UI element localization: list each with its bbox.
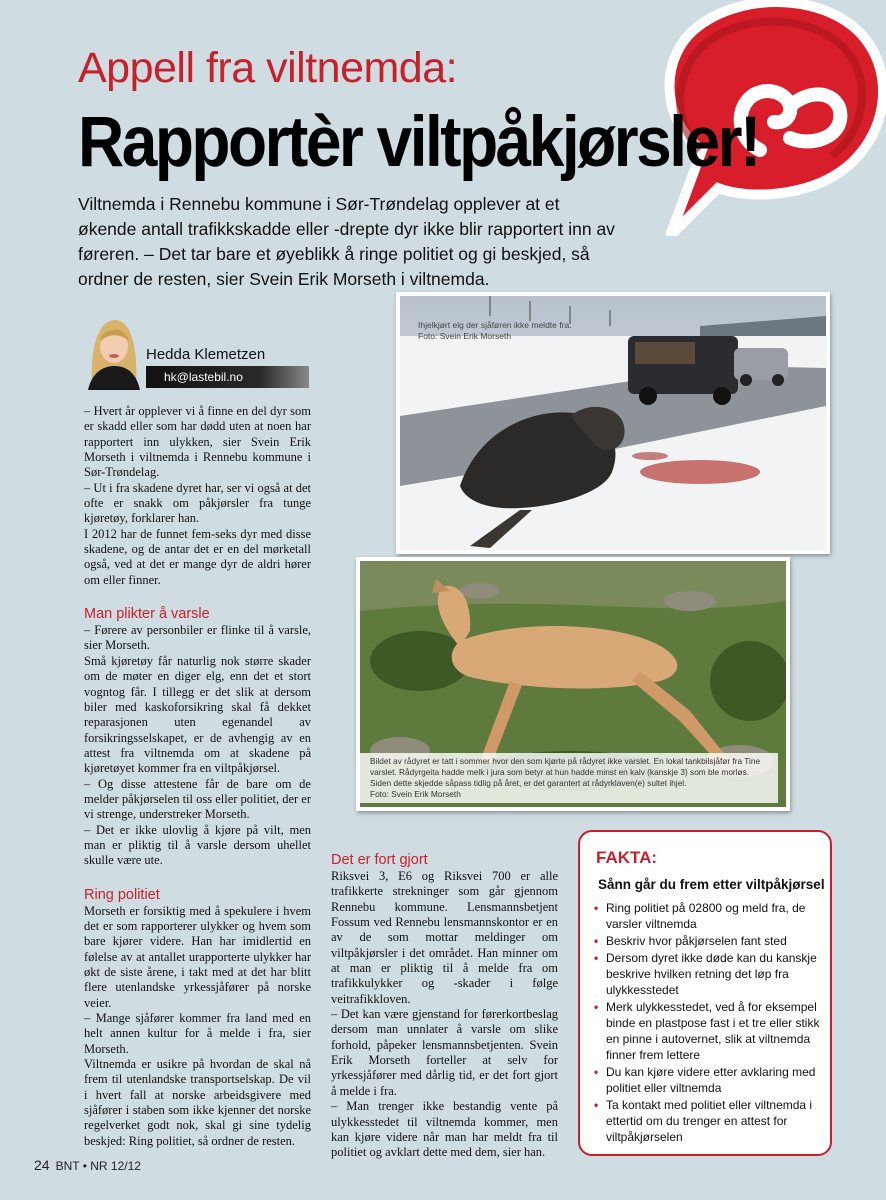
facts-item: • Ring politiet på 02800 og meld fra, de varsler viltnemda	[594, 901, 806, 931]
facts-item: • Ta kontakt med politiet eller viltnemda i ettertid om du trenger en attest for viltpåkjørselen	[594, 1098, 813, 1144]
subheading-ring-politiet: Ring politiet	[84, 886, 160, 903]
facts-item: • Dersom dyret ikke døde kan du kanskje beskrive hvilken retning det løp fra ulykkesstedet	[594, 951, 817, 997]
paragraph: Morseth er forsiktig med å spekulere i hvem det er som rapporterer ulykker og hvem som bare kjører videre. Han har imidlertid en følelse av at antallet urapporterte ulykker har økt de siste årene, i takt med at det har blitt flere utenlandske yrkessjåfører på norske veier.	[84, 903, 311, 1010]
bullet-icon: •	[594, 1000, 599, 1014]
author-name: Hedda Klemetzen	[146, 346, 266, 363]
article-column-1	[84, 404, 311, 1149]
facts-item: • Beskriv hvor påkjørselen fant sted	[594, 934, 787, 948]
article-column-2	[331, 852, 558, 1161]
facts-item: • Du kan kjøre videre etter avklaring med politiet eller viltnemda	[594, 1065, 816, 1095]
paragraph: I 2012 har de funnet fem-seks dyr med disse skadene, og de antar det er en del mørketall også, ved at det er mange dyr de aldri hører om eller finner.	[84, 526, 311, 587]
article-headline: Rapportèr viltpåkjørsler!	[78, 101, 759, 182]
paragraph: Viltnemda er usikre på hvordan de skal nå frem til utenlandske transportselskap. De vil i hvert fall at norske arbeidsgivere med sjåfører i staben som ikke kjenner det norske regelverket godt nok, skal gi sine tydelig beskjed: Ring politiet, så ordner de resten.	[84, 1057, 311, 1148]
facts-subtitle: Sånn går du frem etter viltpåkjørsel	[598, 877, 825, 892]
photo-moose-caption: Ihjelkjørt elg der sjåføren ikke meldte fra. Foto: Svein Erik Morseth	[418, 320, 572, 341]
bullet-icon: •	[594, 951, 599, 965]
bullet-icon: •	[594, 901, 599, 915]
article-kicker: Appell fra viltnemda:	[78, 44, 458, 92]
paragraph: – Ut i fra skadene dyret har, ser vi også at det ofte er snakk om påkjørsler fra tunge kjøretøy, forklarer han.	[84, 480, 311, 526]
article-ingress: Viltnemda i Rennebu kommune i Sør-Trøndelag opplever at et økende antall trafikkskadde eller -drepte dyr ikke blir rapportert inn av føreren. – Det tar bare et øyeblikk å ringe politiet og gi beskjed, så ordner de resten, sier Svein Erik Morseth i viltnemda.	[78, 194, 615, 289]
photo-moose	[396, 292, 830, 554]
photo-deer-caption: Bildet av rådyret er tatt i sommer hvor den som kjørte på rådyret ikke varslet. En lokal tankbilsjåfør fra Tine varslet. Rådyrgeita hadde melk i jura som betyr at hun hadde minst en kalv (kanskje 3) som ble morløs. Siden dette skjedde såpass tidlig på året, er det garantert at rådyrklaven(e) sultet ihjel. Foto: Svein Erik Morseth	[360, 753, 778, 803]
paragraph: – Det kan være gjenstand for førerkortbeslag dersom man unnlater å varsle om slike forhold, påpeker lensmannsbetjenten. Svein Erik Morseth forteller at selv for yrkessjåfører med dårlig tid, er det fort gjort å melde i fra.	[331, 1007, 558, 1098]
subheading-fort-gjort: Det er fort gjort	[331, 852, 428, 868]
bullet-icon: •	[594, 934, 599, 948]
paragraph: – Mange sjåfører kommer fra land med en helt annen kultur for å melde i fra, sier Morseth.	[84, 1011, 311, 1056]
page-footer	[34, 1157, 141, 1173]
paragraph: – Og disse attestene får de bare om de melder påkjørselen til oss eller politiet, der er vi strenge, understreker Morseth.	[84, 776, 312, 822]
photo-deer	[356, 557, 790, 811]
paragraph: Små kjøretøy får naturlig nok større skader om de møter en diger elg, enn det et stort vogntog får. I tillegg er det slik at dersom biler med kaskoforsikring skal få dekket reparasjonen uten egenandel av forsikringsselskapet, er de avhengig av en attest fra viltnemda om at skadene på kjøretøyet kommer fra en viltpåkjørsel.	[84, 653, 311, 776]
paragraph: – Førere av personbiler er flinke til å varsle, sier Morseth.	[84, 623, 311, 653]
paragraph: – Hvert år opplever vi å finne en del dyr som er skadd eller som har dødd uten at noen har rapportert inn ulykken, sier Svein Erik Morseth i viltnemda i Rennebu kommune i Sør-Trøndelag.	[84, 404, 311, 480]
author-portrait-icon	[84, 312, 142, 390]
subheading-man-plikter: Man plikter å varsle	[84, 606, 210, 623]
author-byline	[84, 308, 309, 390]
bullet-icon: •	[594, 1098, 599, 1112]
facts-box	[578, 830, 832, 1156]
facts-list	[594, 900, 822, 1146]
facts-title: FAKTA:	[596, 848, 658, 867]
publication-label: BNT • NR 12/12	[55, 1159, 141, 1173]
bullet-icon: •	[594, 1065, 599, 1079]
facts-item: • Merk ulykkesstedet, ved å for eksempel binde en plastpose fast i et tre eller stikk en pinne i autovernet, slik at viltnemda finner frem lettere	[594, 1000, 820, 1062]
author-email-link[interactable]: hk@lastebil.no	[146, 366, 309, 388]
paragraph: Riksvei 3, E6 og Riksvei 700 er alle trafikkerte strekninger som går gjennom Rennebu kommune. Lensmannsbetjent Fossum ved Rennebu lensmannskontor er en av de som mottar meldinger om viltpåkjørsler i det området. Han minner om at man er pliktig til å melde fra om trafikkulykker og -skader i følge veitrafikkloven.	[331, 869, 558, 1006]
paragraph: – Man trenger ikke bestandig vente på ulykkesstedet til viltnemda kommer, men kan kjøre videre når man har meldt fra til politiet og avklart dette med dem, sier han.	[331, 1099, 558, 1160]
page-number: 24	[34, 1157, 50, 1173]
paragraph: – Det er ikke ulovlig å kjøre på vilt, men man er pliktig til å varsle dersom uhellet skulle være ute.	[84, 822, 311, 868]
